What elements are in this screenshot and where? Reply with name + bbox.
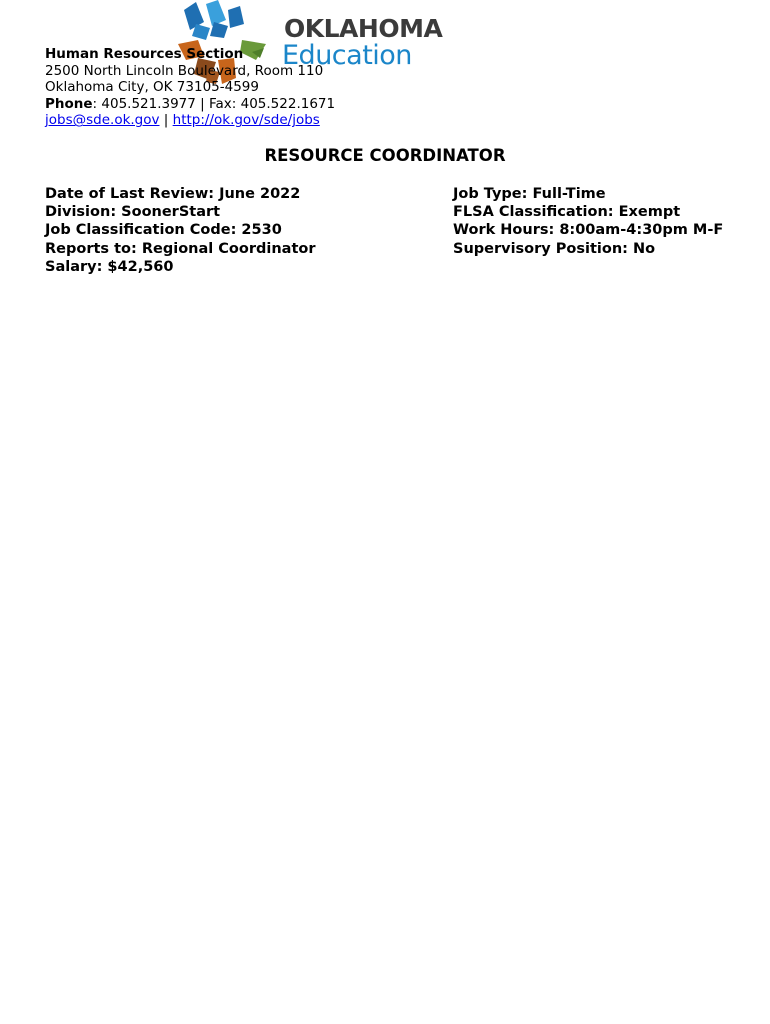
work-hours: Work Hours: 8:00am-4:30pm M-F bbox=[453, 222, 724, 239]
job-title: RESOURCE COORDINATOR bbox=[264, 146, 506, 165]
last-review-date: Date of Last Review: June 2022 bbox=[45, 186, 301, 202]
reports-to: Reports to: Regional Coordinator bbox=[45, 240, 316, 257]
address-line-2: Oklahoma City, OK 73105-4599 bbox=[45, 79, 259, 96]
phone-line bbox=[45, 96, 335, 113]
phone-label: Phone bbox=[45, 95, 93, 112]
job-details-right bbox=[453, 185, 733, 258]
address-line-1: 2500 North Lincoln Boulevard, Room 110 bbox=[45, 62, 324, 79]
job-details-left bbox=[45, 185, 445, 276]
flsa-classification: FLSA Classification: Exempt bbox=[453, 204, 681, 221]
logo-text-oklahoma: OKLAHOMA bbox=[284, 14, 443, 43]
links-line bbox=[45, 112, 335, 129]
supervisory-position: Supervisory Position: No bbox=[453, 240, 656, 257]
logo-text-education: Education bbox=[282, 40, 412, 71]
job-classification-code: Job Classification Code: 2530 bbox=[45, 222, 282, 239]
link-separator: | bbox=[159, 112, 173, 129]
division: Division: SoonerStart bbox=[45, 204, 221, 221]
website-link[interactable]: http://ok.gov/sde/jobs bbox=[172, 112, 320, 129]
contact-block bbox=[45, 46, 335, 129]
salary: Salary: $42,560 bbox=[45, 258, 174, 275]
job-type: Job Type: Full-Time bbox=[453, 186, 606, 202]
section-name: Human Resources Section bbox=[45, 46, 244, 62]
email-link[interactable]: jobs@sde.ok.gov bbox=[45, 112, 160, 129]
phone-fax-numbers: : 405.521.3977 | Fax: 405.522.1671 bbox=[92, 95, 336, 112]
